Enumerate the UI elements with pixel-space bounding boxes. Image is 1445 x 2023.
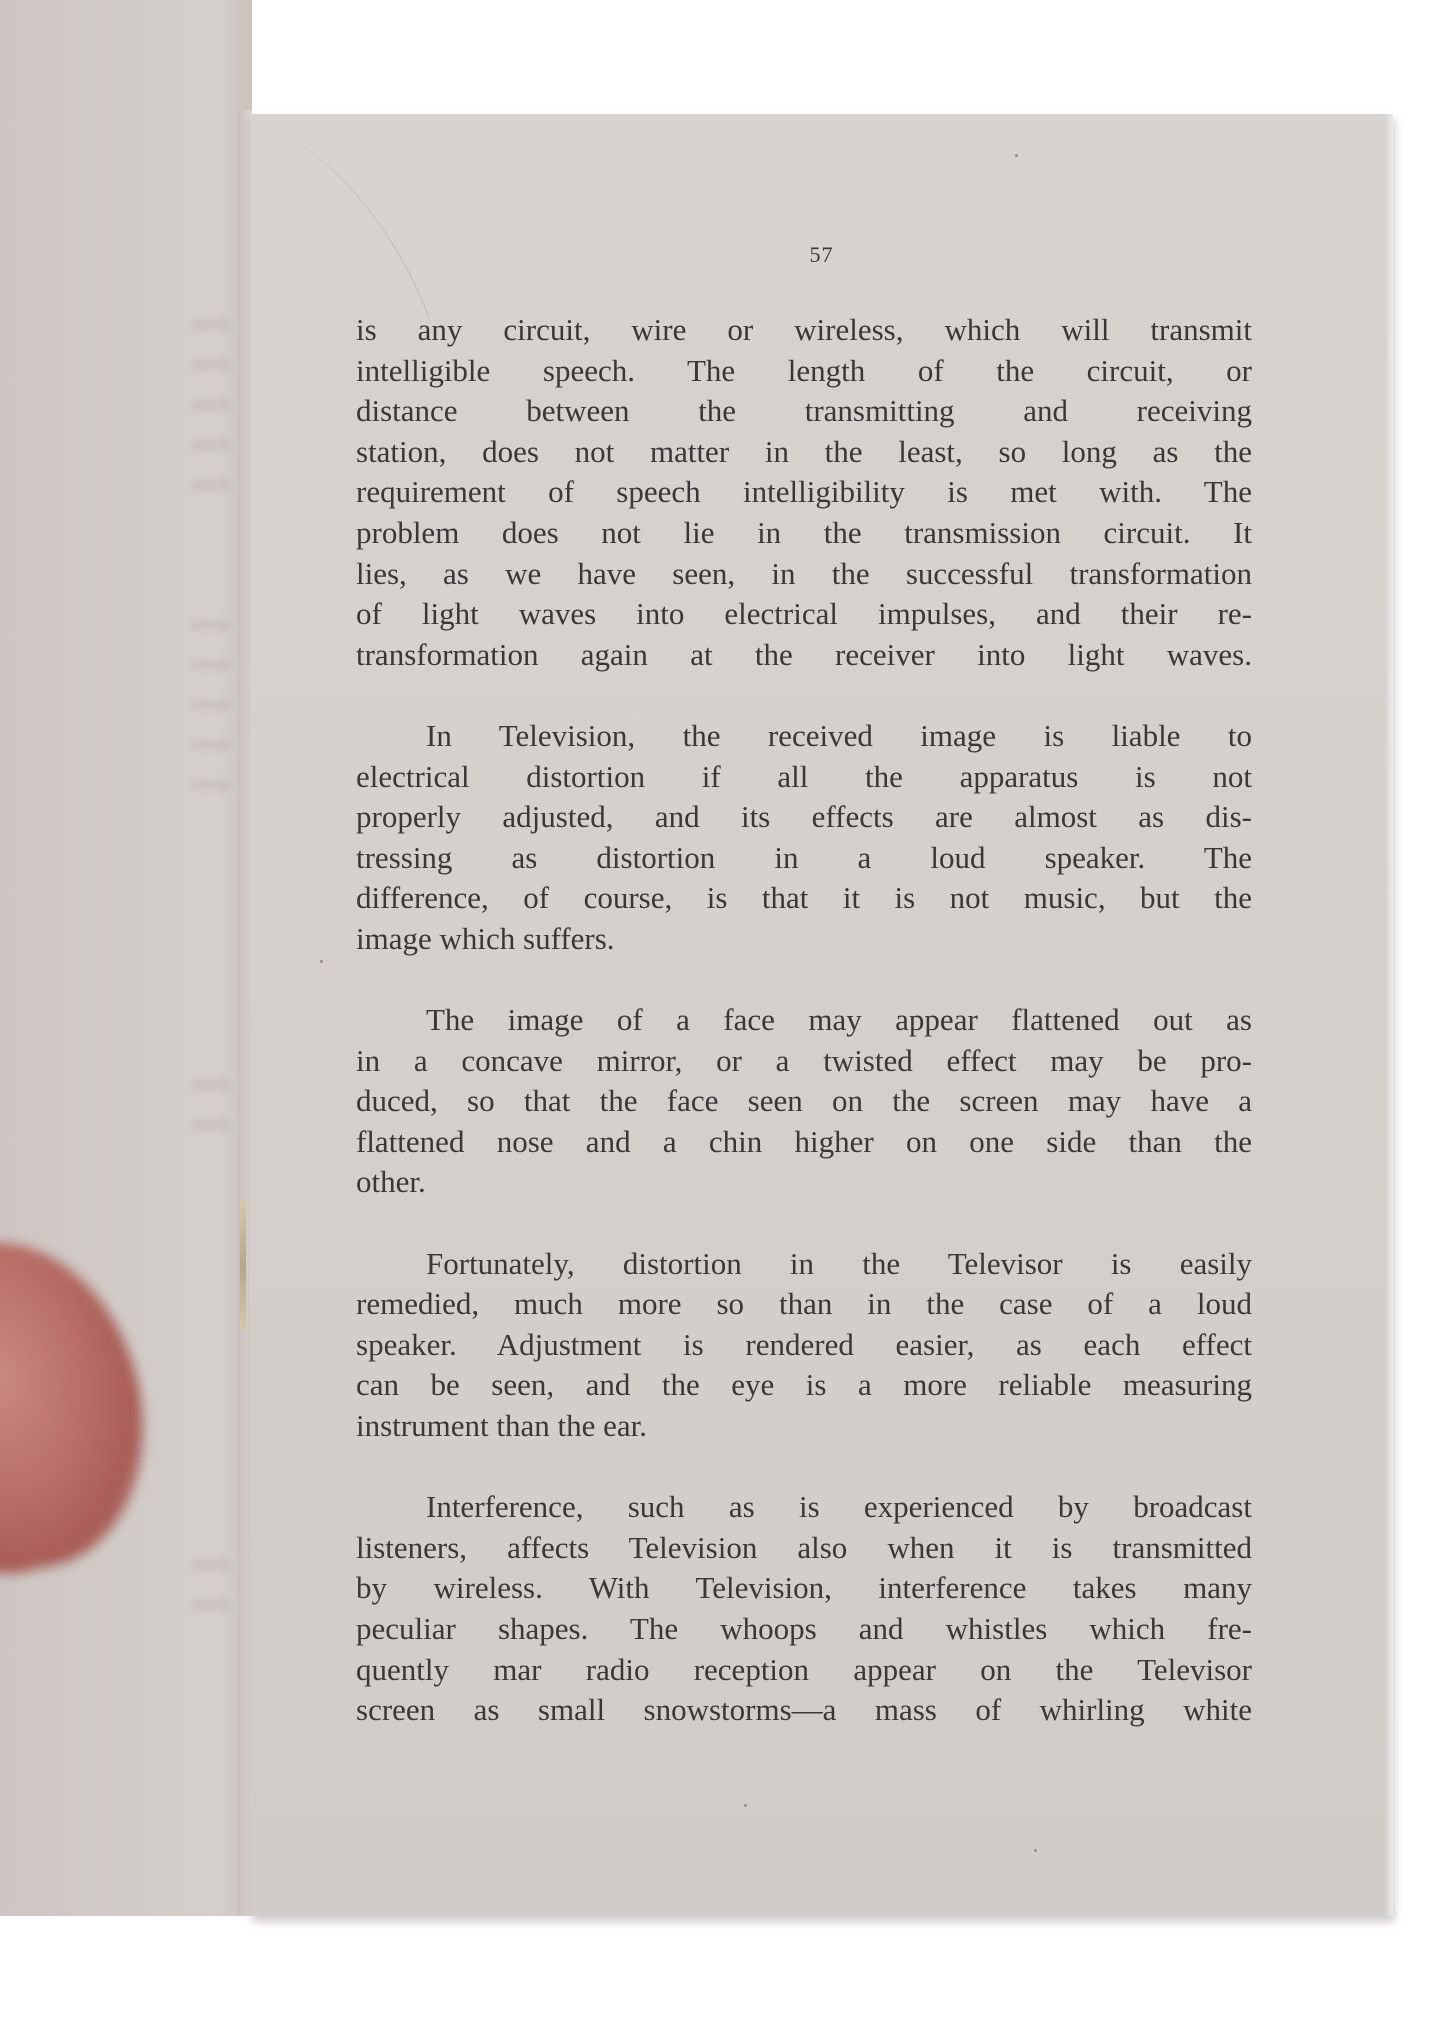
text-line: transformation again at the receiver into light waves. (356, 636, 1252, 672)
paragraph-1 (356, 310, 1252, 675)
paper-speck (1015, 154, 1018, 157)
bleed-through-text (190, 700, 230, 710)
bleed-through-text (190, 1120, 230, 1130)
text-line: by wireless. With Television, interference takes many (356, 1570, 1252, 1606)
bleed-through-text (190, 360, 230, 370)
bleed-through-text (190, 480, 230, 490)
text-line: peculiar shapes. The whoops and whistles which fre- (356, 1611, 1252, 1646)
text-line: intelligible speech. The length of the circuit, or (356, 352, 1252, 388)
bleed-through-text (190, 320, 230, 330)
page-number: 57 (809, 242, 834, 267)
text-line: speaker. Adjustment is rendered easier, as each effect (356, 1326, 1252, 1362)
bleed-through-text (190, 440, 230, 450)
text-line: properly adjusted, and its effects are almost as dis- (356, 799, 1252, 835)
text-line: electrical distortion if all the apparatus is not (356, 758, 1252, 794)
text-line: listeners, affects Television also when it is transmitted (356, 1529, 1252, 1565)
paragraph-2 (356, 716, 1252, 960)
bleed-through-text (190, 620, 230, 630)
paragraph-3 (356, 1000, 1252, 1203)
text-line: distance between the transmitting and receiving (356, 393, 1252, 429)
text-line: tressing as distortion in a loud speaker. The (356, 839, 1252, 875)
page-body-text (356, 310, 1252, 1771)
bleed-through-text (190, 1560, 230, 1570)
text-line: instrument than the ear. (356, 1408, 647, 1444)
bleed-through-text (190, 400, 230, 410)
text-line: problem does not lie in the transmission circuit. It (356, 514, 1252, 550)
paragraph-5 (356, 1487, 1252, 1731)
text-line: can be seen, and the eye is a more reliable measuring (356, 1367, 1252, 1403)
text-line: station, does not matter in the least, so long as the (356, 433, 1252, 469)
bleed-through-text (190, 1600, 230, 1610)
bleed-through-text (190, 1080, 230, 1090)
bleed-through-text (190, 660, 230, 670)
text-line: is any circuit, wire or wireless, which will transmit (356, 312, 1252, 347)
bleed-through-text (190, 780, 230, 790)
text-line: The image of a face may appear flattened out as (426, 1002, 1252, 1038)
paragraph-4 (356, 1244, 1252, 1447)
text-line: Fortunately, distortion in the Televisor is easily (426, 1245, 1252, 1281)
text-line: difference, of course, is that it is not music, but the (356, 880, 1252, 916)
text-line: image which suffers. (356, 920, 615, 956)
text-line: Interference, such as is experienced by broadcast (426, 1489, 1252, 1525)
book-page (250, 114, 1393, 1916)
paper-speck (1034, 1849, 1037, 1852)
text-line: In Television, the received image is liable to (426, 717, 1252, 753)
page-crease (226, 118, 430, 318)
binding-thread (240, 1200, 246, 1330)
text-line: flattened nose and a chin higher on one side than the (356, 1123, 1252, 1159)
text-line: of light waves into electrical impulses, and their re- (356, 596, 1252, 632)
paper-speck (744, 1804, 747, 1807)
text-line: requirement of speech intelligibility is met with. The (356, 474, 1252, 510)
text-line: screen as small snowstorms—a mass of whirling white (356, 1692, 1252, 1728)
facing-page-left (0, 0, 252, 1916)
text-line: duced, so that the face seen on the screen may have a (356, 1083, 1252, 1119)
text-line: in a concave mirror, or a twisted effect may be pro- (356, 1042, 1252, 1078)
paper-speck (320, 960, 323, 963)
text-line: lies, as we have seen, in the successful transformation (356, 555, 1252, 591)
text-line: remedied, much more so than in the case of a loud (356, 1286, 1252, 1322)
text-line: other. (356, 1164, 426, 1200)
text-line: quently mar radio reception appear on the Televisor (356, 1651, 1252, 1687)
bleed-through-text (190, 740, 230, 750)
